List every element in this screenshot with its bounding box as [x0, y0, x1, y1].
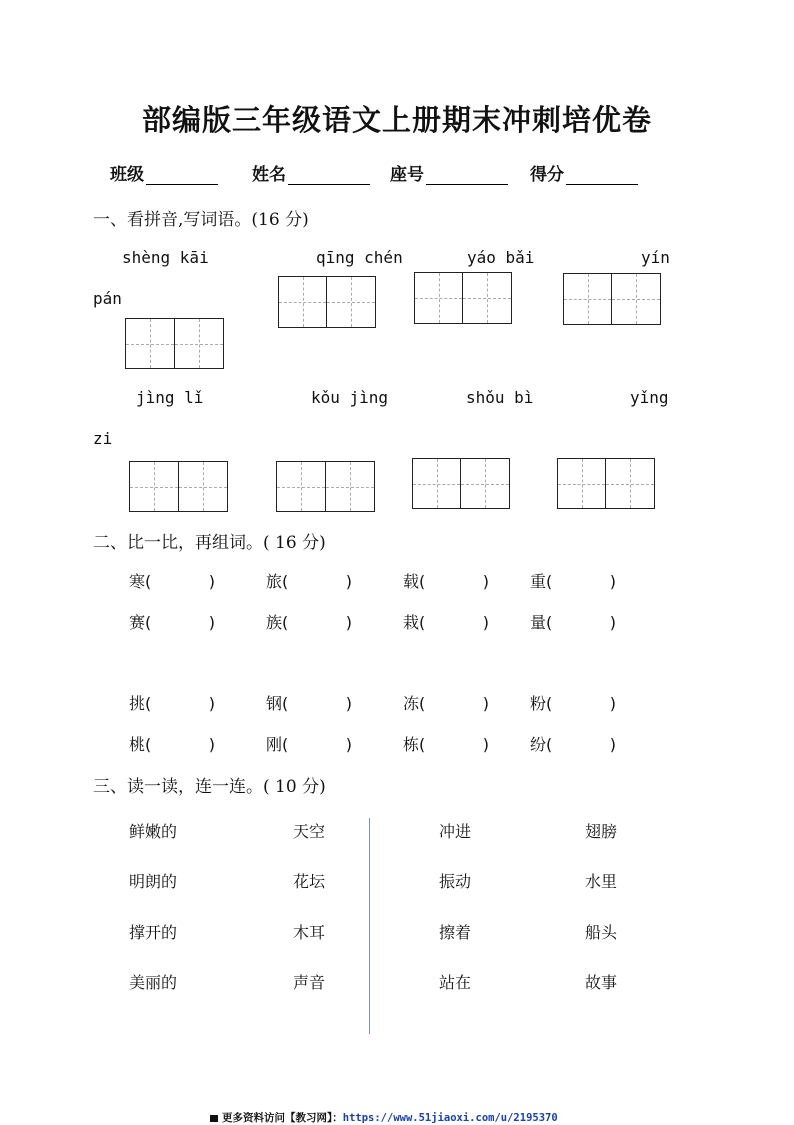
- compare-item[interactable]: 载( ): [403, 572, 490, 591]
- compare-item[interactable]: 栋( ): [403, 735, 490, 754]
- pinyin: shǒu bì: [466, 388, 534, 407]
- pinyin: kǒu jìng: [311, 388, 389, 407]
- pinyin: pán: [93, 289, 122, 308]
- pinyin: yín: [641, 248, 670, 267]
- pinyin: qīng chén: [316, 248, 403, 267]
- seat-label: 座号: [390, 165, 424, 185]
- match-word[interactable]: 站在: [439, 973, 472, 992]
- seat-field[interactable]: [390, 160, 508, 185]
- section3-heading: 三、读一读，连一连。( 10 分): [93, 777, 326, 797]
- match-word[interactable]: 花坛: [293, 872, 326, 891]
- section2-heading: 二、比一比，再组词。( 16 分): [93, 533, 326, 553]
- compare-item[interactable]: 桃( ): [129, 735, 216, 754]
- pinyin: zi: [93, 429, 113, 448]
- flag-icon: [210, 1115, 218, 1122]
- footer: [210, 1110, 558, 1125]
- compare-item[interactable]: 刚( ): [266, 735, 353, 754]
- compare-item[interactable]: 挑( ): [129, 694, 216, 713]
- pinyin: yǐng: [630, 388, 669, 407]
- pinyin: shèng kāi: [122, 248, 209, 267]
- writing-box[interactable]: [557, 458, 655, 509]
- score-label: 得分: [530, 165, 564, 185]
- pinyin: jìng lǐ: [136, 388, 204, 407]
- match-word[interactable]: 天空: [293, 822, 326, 841]
- match-word[interactable]: 明朗的: [129, 872, 178, 891]
- match-word[interactable]: 故事: [585, 973, 618, 992]
- name-field[interactable]: [252, 160, 370, 185]
- name-label: 姓名: [252, 165, 286, 185]
- match-word[interactable]: 鲜嫩的: [129, 822, 178, 841]
- writing-box[interactable]: [563, 273, 661, 325]
- match-word[interactable]: 振动: [439, 872, 472, 891]
- section1-heading: 一、看拼音,写词语。(16 分): [93, 210, 309, 230]
- match-word[interactable]: 木耳: [293, 923, 326, 942]
- pinyin: yáo bǎi: [467, 248, 535, 267]
- compare-item[interactable]: 族( ): [266, 613, 353, 632]
- compare-item[interactable]: 纷( ): [530, 735, 617, 754]
- compare-item[interactable]: 旅( ): [266, 572, 353, 591]
- match-word[interactable]: 撑开的: [129, 923, 178, 942]
- writing-box[interactable]: [414, 272, 512, 324]
- compare-item[interactable]: 量( ): [530, 613, 617, 632]
- match-word[interactable]: 冲进: [439, 822, 472, 841]
- footer-text: 更多资料访问【教习网】：: [222, 1112, 343, 1124]
- score-field[interactable]: [530, 160, 638, 185]
- writing-box[interactable]: [125, 318, 224, 369]
- match-word[interactable]: 翅膀: [585, 822, 618, 841]
- match-word[interactable]: 声音: [293, 973, 326, 992]
- class-field[interactable]: [110, 160, 218, 185]
- writing-box[interactable]: [278, 276, 376, 328]
- footer-link[interactable]: https://www.51jiaoxi.com/u/2195370: [342, 1112, 558, 1124]
- writing-box[interactable]: [129, 461, 228, 512]
- compare-item[interactable]: 冻( ): [403, 694, 490, 713]
- writing-box[interactable]: [276, 461, 375, 512]
- compare-item[interactable]: 钢( ): [266, 694, 353, 713]
- compare-item[interactable]: 赛( ): [129, 613, 216, 632]
- compare-item[interactable]: 粉( ): [530, 694, 617, 713]
- compare-item[interactable]: 栽( ): [403, 613, 490, 632]
- page-title: 部编版三年级语文上册期末冲刺培优卷: [141, 103, 652, 137]
- compare-item[interactable]: 寒( ): [129, 572, 216, 591]
- match-word[interactable]: 美丽的: [129, 973, 178, 992]
- writing-box[interactable]: [412, 458, 510, 509]
- match-word[interactable]: 船头: [585, 923, 618, 942]
- compare-item[interactable]: 重( ): [530, 572, 617, 591]
- column-divider: [369, 818, 370, 1034]
- match-word[interactable]: 擦着: [439, 923, 472, 942]
- match-word[interactable]: 水里: [585, 872, 618, 891]
- class-label: 班级: [110, 165, 144, 185]
